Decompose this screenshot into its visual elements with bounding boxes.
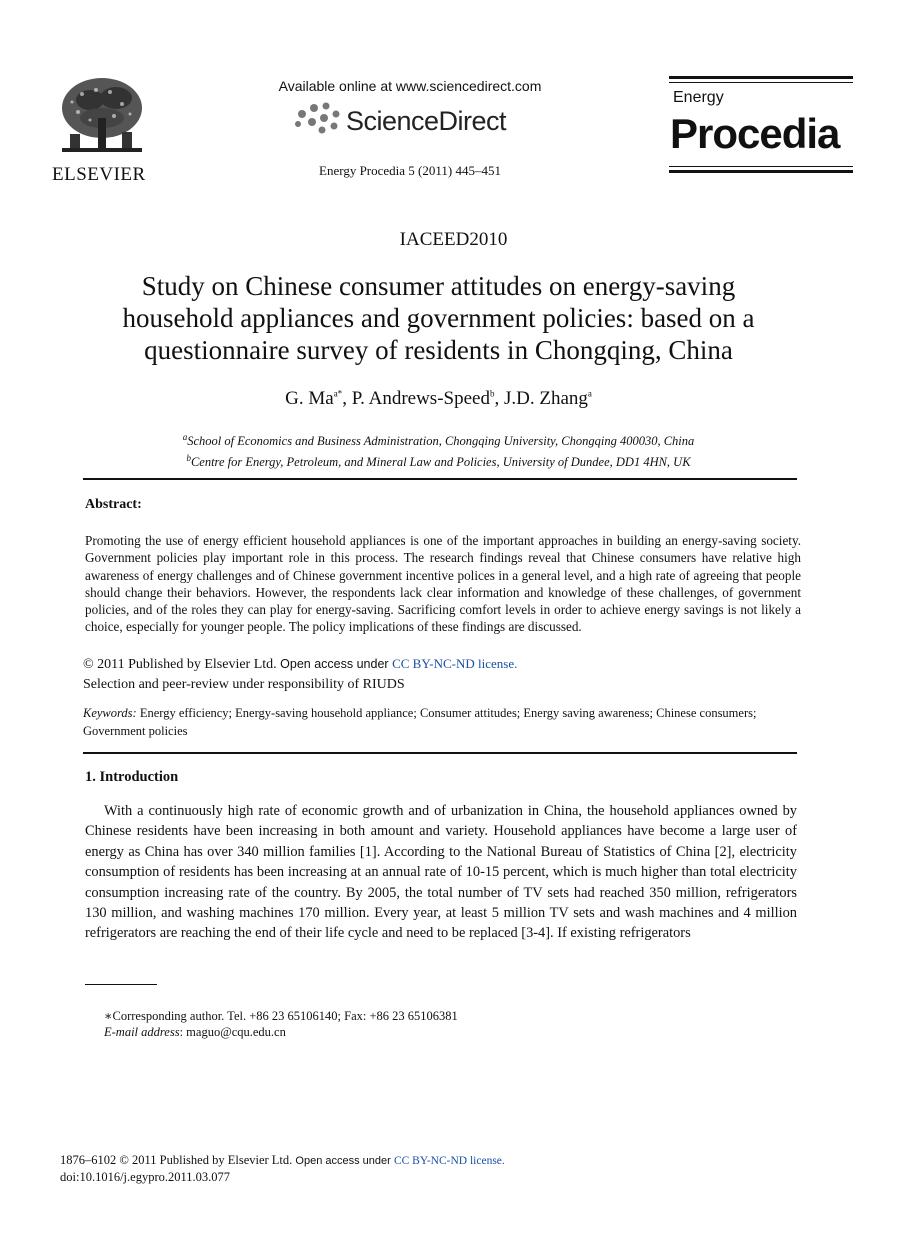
journal-name-small: Energy: [673, 89, 724, 106]
introduction-paragraph: With a continuously high rate of economic growth and of urbanization in China, the household appliances owned by Chinese residents have been increasing in both amount and variety. Household appliances have become a large user of energy as China has over 340 million families [1]. According to the National Bureau of Statistics of China [2], electricity consumption of residents has been increasing at an annual rate of 10-15 percent, which is much higher than total electricity consumption increasing rate of the country. By 2005, the total number of TV sets had reached 350 million, refrigerators 130 million, and washing machines 170 million. Every year, at least 5 million TV sets and wash machines and 4 million refrigerators are reaching the end of their life cycle and need to be replaced [3-4]. If existing refrigerators: [85, 803, 797, 942]
elsevier-wordmark: ELSEVIER: [52, 164, 146, 185]
email-label: E-mail address: [104, 1025, 180, 1039]
affiliations: [0, 429, 877, 471]
corresponding-author-note: ∗Corresponding author. Tel. +86 23 65106140; Fax: +86 23 65106381: [104, 1009, 458, 1023]
author-name: G. Ma: [285, 388, 334, 409]
open-access-text: Open access under: [280, 657, 389, 671]
author-list: G. $Ma^{a*}$, P. Andrews-Speed$^b$, J.D. Zhang$^a$: [285, 388, 592, 409]
sciencedirect-logo: [292, 100, 532, 144]
selection-peer-review: Selection and peer-review under responsibility of RIUDS: [83, 677, 405, 692]
logo-top-rule: [669, 76, 853, 79]
elsevier-tree-icon: [52, 74, 152, 156]
issn-text: 1876–6102 © 2011 Published by Elsevier Ltd.: [60, 1153, 293, 1167]
elsevier-logo: [52, 74, 152, 185]
abstract-heading: Abstract:: [85, 497, 142, 512]
affiliation-line: $^b$Centre for Energy, Petroleum, and Mineral Law and Policies, University of Dundee, DD1 4HN, UK: [186, 453, 691, 470]
keywords-text: Energy efficiency; Energy-saving household appliance; Consumer attitudes; Energy saving awareness; Chinese consumers; Government policies: [83, 706, 757, 738]
doi-text: doi:10.1016/j.egypro.2011.03.077: [60, 1170, 231, 1184]
title-line: questionnaire survey of residents in Chongqing, China: [144, 335, 733, 365]
copyright-text: © 2011 Published by Elsevier Ltd.: [83, 657, 277, 672]
header-divider: [83, 478, 797, 480]
journal-name-large: Procedia: [670, 110, 840, 157]
abstract-text: Promoting the use of energy efficient household appliances is one of the important approaches in building an energy-saving society. Government policies play important role in this process. The research findings reveal that Chinese consumers have relative high awareness of energy challenges and of Chinese government incentive polices in a general level, and a high rate of agreeing that people should change their behaviors. However, the respondents lack clear information and knowledge of these challenges, of government policies, and of the roles they can play for energy-saving. Sacrificing comfort levels in order to achieve energy savings is not likely a choice, especially for younger people. The policy implications of these findings are discussed.: [85, 533, 801, 635]
footnote-rule: [85, 984, 157, 985]
email-note: [104, 1025, 286, 1040]
author-name: J.D. Zhang: [503, 388, 588, 409]
footer-open-access-text: Open access under: [295, 1155, 391, 1167]
author-affiliation-marker: a*: [333, 388, 343, 399]
keywords: [83, 704, 773, 740]
title-line: Study on Chinese consumer attitudes on energy-saving: [141, 271, 736, 301]
footer-issn-line: [60, 1153, 505, 1168]
affiliation-line: $^a$School of Economics and Business Administration, Chongqing University, Chongqing 400030, China: [182, 432, 695, 449]
author-name: P. Andrews-Speed: [351, 388, 490, 409]
author-affiliation-marker: b: [489, 388, 495, 399]
section-heading: 1. Introduction: [85, 769, 179, 785]
logo-top-rule-thin: [669, 82, 853, 83]
footer-license-link[interactable]: CC BY-NC-ND license.: [393, 1155, 505, 1167]
available-online-text: Available online at www.sciencedirect.com: [278, 78, 542, 94]
energy-procedia-logo: [669, 74, 853, 180]
email-address: : maguo@cqu.edu.cn: [179, 1025, 286, 1039]
license-link[interactable]: CC BY-NC-ND license.: [392, 656, 518, 671]
logo-bottom-rule: [669, 170, 853, 173]
abstract-divider: [83, 752, 797, 754]
title-line: household appliances and government policies: based on a: [122, 303, 755, 333]
keywords-label: Keywords:: [83, 706, 137, 720]
sciencedirect-dots-icon: [292, 100, 346, 140]
paper-title: [40, 270, 837, 366]
author-affiliation-marker: a: [587, 388, 592, 399]
journal-citation: Energy Procedia 5 (2011) 445–451: [319, 163, 501, 178]
conference-name: IACEED2010: [399, 229, 508, 250]
abstract-copyright-line: [83, 656, 803, 673]
sciencedirect-wordmark: ScienceDirect: [346, 106, 507, 136]
logo-bottom-rule-thin: [669, 166, 853, 167]
